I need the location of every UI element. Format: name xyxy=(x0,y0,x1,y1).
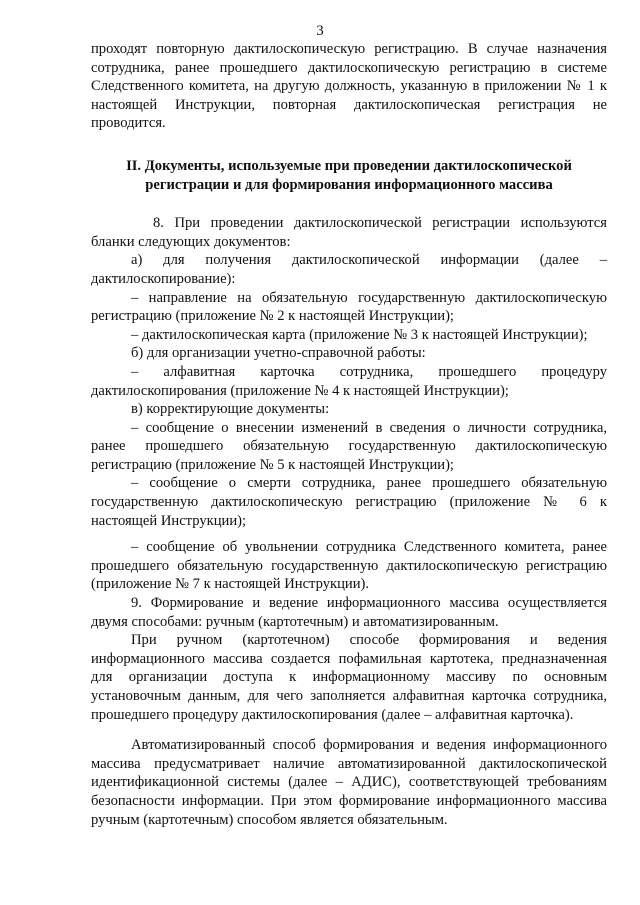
subitem-b: б) для организации учетно-справочной работы: xyxy=(131,345,426,362)
list-item-dismissal: – сообщение об увольнении сотрудника Следственного комитета, ранее прошедшего обязательную государственную дактилоскопическую регистрацию (приложение № 7 к настоящей Инструкции). xyxy=(91,539,607,593)
paragraph-manual-method: При ручном (картотечном) способе формирования и ведения информационного массива создается пофамильная картотека, предназначенная для организации доступа к информационному массиву по основным установочным данным, для чего заполняется алфавитная карточка сотрудника, прошедшего процедуру дактилоскопирования (далее – алфавитная карточка). xyxy=(91,632,607,723)
list-item-changes: – сообщение о внесении изменений в сведения о личности сотрудника, ранее прошедшего обязательную государственную дактилоскопическую регистрацию (приложение № 5 к настоящей Инструкции); xyxy=(91,419,607,473)
subitem-a: а) для получения дактилоскопической информации (далее – дактилоскопирование): xyxy=(91,252,607,287)
document-body xyxy=(91,40,607,829)
list-item-alphabet-card: – алфавитная карточка сотрудника, прошедшего процедуру дактилоскопирования (приложение № 4 к настоящей Инструкции); xyxy=(91,363,607,399)
list-item-death: – сообщение о смерти сотрудника, ранее прошедшего обязательную государственную дактилоскопическую регистрацию (приложение № 6 к настоящей Инструкции); xyxy=(91,475,607,529)
paragraph-automated-method: Автоматизированный способ формирования и ведения информационного массива предусматривает наличие автоматизированной дактилоскопической идентификационной системы (далее – АДИС), соответствующей требованиям безопасности информации. При этом формирование информационного массива ручным (картотечным) способом является обязательным. xyxy=(91,737,607,828)
subitem-v: в) корректирующие документы: xyxy=(131,401,330,418)
page-number: 3 xyxy=(316,23,324,39)
paragraph-continuation: проходят повторную дактилоскопическую регистрацию. В случае назначения сотрудника, ранее прошедшего дактилоскопическую регистрацию в системе Следственного комитета, на другую должность, указанную в приложении № 1 к настоящей Инструкции, повторная дактилоскопическая регистрация не проводится. xyxy=(91,41,607,132)
list-item-card: – дактилоскопическая карта (приложение № 3 к настоящей Инструкции); xyxy=(131,326,588,343)
list-item-direction: – направление на обязательную государственную дактилоскопическую регистрацию (приложение № 2 к настоящей Инструкции); xyxy=(91,289,607,325)
paragraph-item-8: 8. При проведении дактилоскопической регистрации используются бланки следующих документов: xyxy=(91,215,607,250)
section-heading: II. Документы, используемые при проведении дактилоскопической регистрации и для формирования информационного массива xyxy=(126,157,572,193)
paragraph-item-9: 9. Формирование и ведение информационного массива осуществляется двумя способами: ручным (картотечным) и автоматизированным. xyxy=(91,595,607,630)
